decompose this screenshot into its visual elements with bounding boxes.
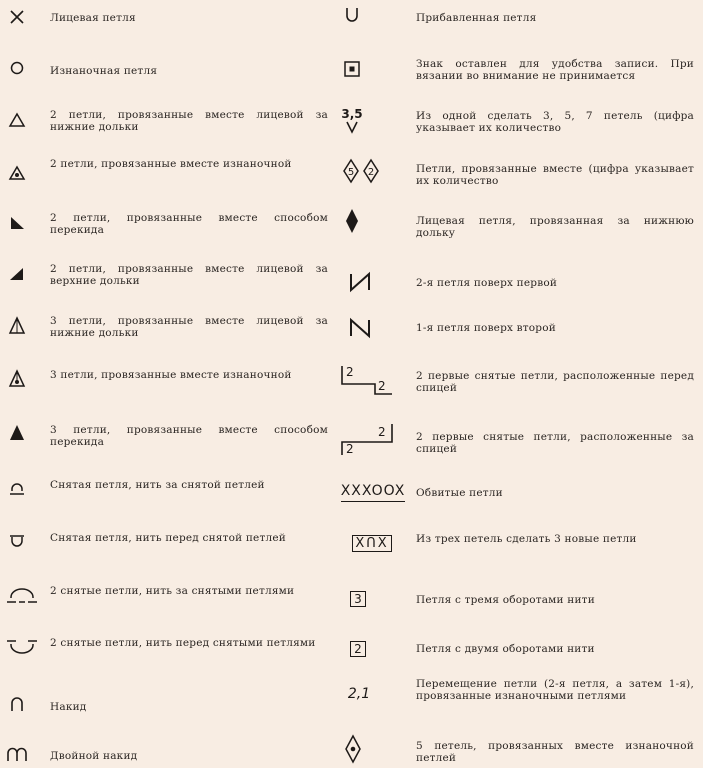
svg-text:5: 5 — [347, 167, 355, 178]
triangle-icon — [2, 108, 32, 132]
legend-text: 2 первые снятые петли, расположенные перед спицей — [416, 370, 694, 394]
legend-text: Знак оставлен для удобства записи. При вязании во внимание не принимается — [416, 58, 694, 82]
legend-text: 3 петли, провязанные вместе способом перекида — [50, 424, 328, 448]
circle-icon — [2, 57, 32, 79]
number-v-icon: 3,5 — [340, 102, 364, 138]
legend-text: 2-я петля поверх первой — [416, 277, 558, 289]
legend-text: 2 первые снятые петли, расположенные за спицей — [416, 431, 694, 455]
tall-triangle-icon — [2, 314, 32, 338]
diamond-dot-icon — [341, 734, 365, 764]
legend-text: Из трех петель сделать 3 новые петли — [416, 533, 637, 545]
second-over-first-icon — [340, 271, 380, 293]
legend-text: 5 петель, провязанных вместе изнаночной петлей — [416, 740, 694, 764]
legend-text: Накид — [50, 701, 87, 713]
wide-arch-bar-icon — [2, 583, 42, 609]
svg-text:2: 2 — [367, 167, 375, 178]
legend-text: Прибавленная петля — [416, 12, 537, 24]
legend-text: Петля с тремя оборотами нити — [416, 594, 595, 606]
tall-triangle-dot-icon — [2, 367, 32, 391]
cup-icon — [340, 4, 364, 26]
legend-text: Снятая петля, нить за снятой петлей — [50, 479, 265, 491]
cable-back-icon: 2 2 — [338, 422, 394, 456]
cross-icon — [2, 6, 32, 28]
cup-bar-icon — [2, 530, 32, 554]
legend-text: Обвитые петли — [416, 487, 503, 499]
legend-text: Лицевая петля, провязанная за нижнюю дольку — [416, 215, 694, 239]
legend-text: 2 петли, провязанные вместе способом перекида — [50, 212, 328, 236]
legend-text: 2 снятые петли, нить перед снятыми петлями — [50, 637, 316, 649]
legend-text: Петля с двумя оборотами нити — [416, 643, 595, 655]
legend-text: 2 петли, провязанные вместе лицевой за верхние дольки — [50, 263, 328, 287]
cable-front-icon: 2 2 — [338, 363, 394, 397]
legend-text: Двойной накид — [50, 750, 138, 762]
legend-text: 1-я петля поверх второй — [416, 322, 556, 334]
right-triangle-icon — [2, 211, 32, 235]
swap-icon: 2,1 — [347, 686, 371, 702]
double-arch-icon — [2, 742, 32, 766]
triangle-dot-icon — [2, 161, 32, 185]
legend-text: Снятая петля, нить перед снятой петлей — [50, 532, 286, 544]
boxed-three-icon: 3 — [346, 588, 370, 610]
first-over-second-icon — [340, 317, 380, 339]
wide-cup-bar-icon — [2, 635, 42, 661]
legend-text: Изнаночная петля — [50, 65, 158, 77]
arch-bar-icon — [2, 477, 32, 501]
filled-diamond-icon — [340, 208, 364, 234]
legend-text: Лицевая петля — [50, 12, 136, 24]
legend-text: Из одной сделать 3, 5, 7 петель (цифра указывает их количество — [416, 110, 694, 134]
arch-icon — [2, 692, 32, 716]
left-triangle-icon — [2, 262, 32, 286]
legend-text: 2 петли, провязанные вместе изнаночной — [50, 158, 292, 170]
square-dot-icon — [340, 58, 364, 80]
legend-text: Перемещение петли (2-я петля, а затем 1-я), провязанные изнаночными петлями — [416, 678, 694, 702]
legend-text: Петли, провязанные вместе (цифра указывает их количество — [416, 163, 694, 187]
bind-off-icon: XXXOOX — [340, 480, 406, 504]
legend-text: 2 петли, провязанные вместе лицевой за нижние дольки — [50, 109, 328, 133]
legend-text: 3 петли, провязанные вместе лицевой за нижние дольки — [50, 315, 328, 339]
diamond-number-icon — [340, 158, 382, 184]
three-from-three-icon: XՈX — [342, 531, 402, 555]
boxed-two-icon: 2 — [346, 638, 370, 660]
legend-text: 2 снятые петли, нить за снятыми петлями — [50, 585, 295, 597]
filled-triangle-icon — [2, 421, 32, 445]
legend-text: 3 петли, провязанные вместе изнаночной — [50, 369, 292, 381]
